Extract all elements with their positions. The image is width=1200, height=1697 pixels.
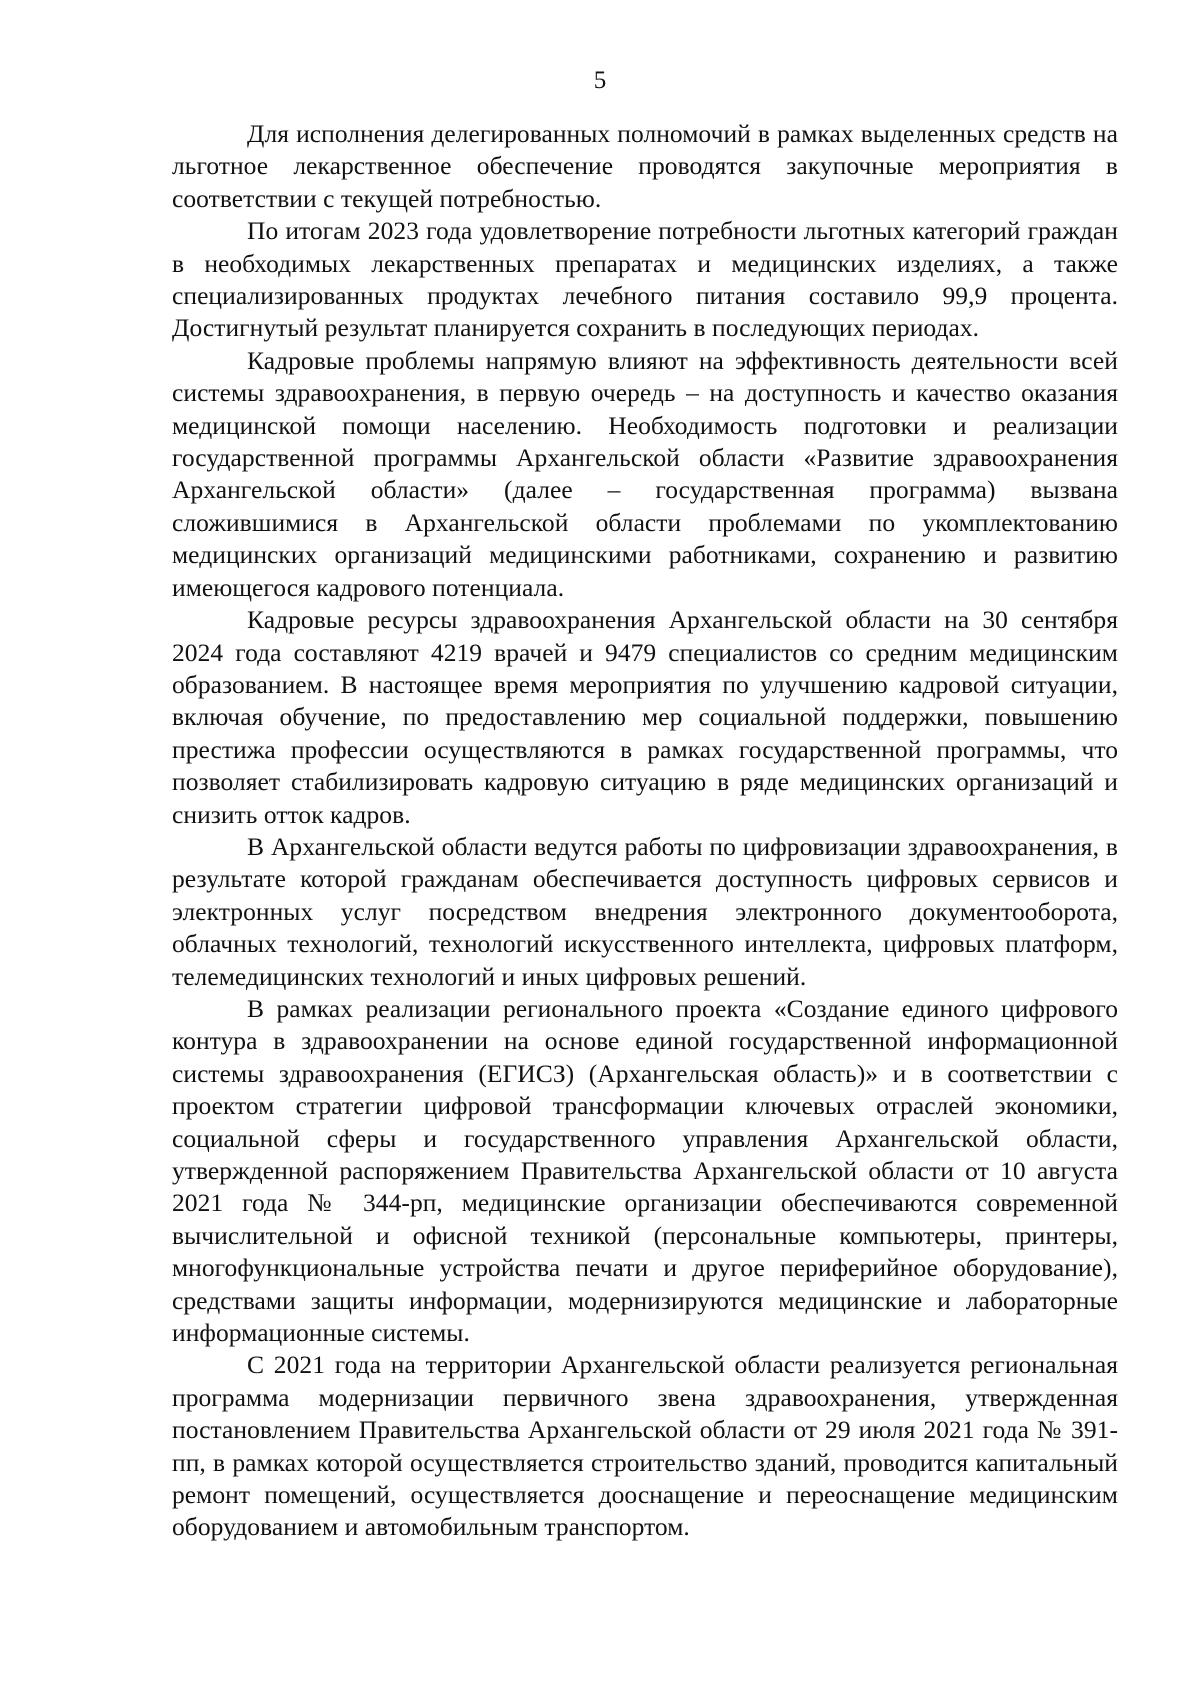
paragraph-drug-procurement: Для исполнения делегированных полномочий в рамках выделенных средств на льготное лекарственное обеспечение проводятся закупочные мероприятия в соответствии с текущей потребностью. [172,119,1118,213]
paragraph-egisz-project: В рамках реализации регионального проекта «Создание единого цифрового контура в здравоохранении на основе единой государственной информационной системы здравоохранения (ЕГИСЗ) (Архангельская область)» и в соответствии с проектом стратегии цифровой трансформации ключевых отраслей экономики, социальной сферы и государственного управления Архангельской области, утвержденной распоряжением Правительства Архангельской области от 10 августа 2021 года № 344-рп, медицинские организации обеспечиваются современной вычислительной и офисной техникой (персональные компьютеры, принтеры, многофункциональные устройства печати и другое периферийное оборудование), средствами защиты информации, модернизируются медицинские и лабораторные информационные системы. [172,993,1118,1348]
paragraph-digitalization: В Архангельской области ведутся работы по цифровизации здравоохранения, в результате которой гражданам обеспечивается доступность цифровых сервисов и электронных услуг посредством внедрения электронного документооборота, облачных технологий, технологий искусственного интеллекта, цифровых платформ, телемедицинских технологий и иных цифровых решений. [172,831,1118,991]
paragraph-2023-results: По итогам 2023 года удовлетворение потребности льготных категорий граждан в необходимых лекарственных препаратах и медицинских изделиях, а также специализированных продуктах лечебного питания составило 99,9 процента. Достигнутый результат планируется сохранить в последующих периодах. [172,216,1118,343]
paragraph-primary-care-modernization: С 2021 года на территории Архангельской области реализуется региональная программа модернизации первичного звена здравоохранения, утвержденная постановлением Правительства Архангельской области от 29 июля 2021 года № 391-пп, в рамках которой осуществляется строительство зданий, проводится капитальный ремонт помещений, осуществляется дооснащение и переоснащение медицинским оборудованием и автомобильным транспортом. [172,1350,1118,1542]
document-body [172,118,1118,1544]
paragraph-staffing-problems: Кадровые проблемы напрямую влияют на эффективность деятельности всей системы здравоохранения, в первую очередь – на доступность и качество оказания медицинской помощи населению. Необходимость подготовки и реализации государственной программы Архангельской области «Развитие здравоохранения Архангельской области» (далее – государственная программа) вызвана сложившимися в Архангельской области проблемами по укомплектованию медицинских организаций медицинскими работниками, сохранению и развитию имеющегося кадрового потенциала. [172,345,1118,602]
paragraph-staffing-resources: Кадровые ресурсы здравоохранения Архангельской области на 30 сентября 2024 года составляют 4219 врачей и 9479 специалистов со средним медицинским образованием. В настоящее время мероприятия по улучшению кадровой ситуации, включая обучение, по предоставлению мер социальной поддержки, повышению престижа профессии осуществляются в рамках государственной программы, что позволяет стабилизировать кадровую ситуацию в ряде медицинских организаций и снизить отток кадров. [172,605,1118,829]
page-number: 5 [593,67,607,94]
